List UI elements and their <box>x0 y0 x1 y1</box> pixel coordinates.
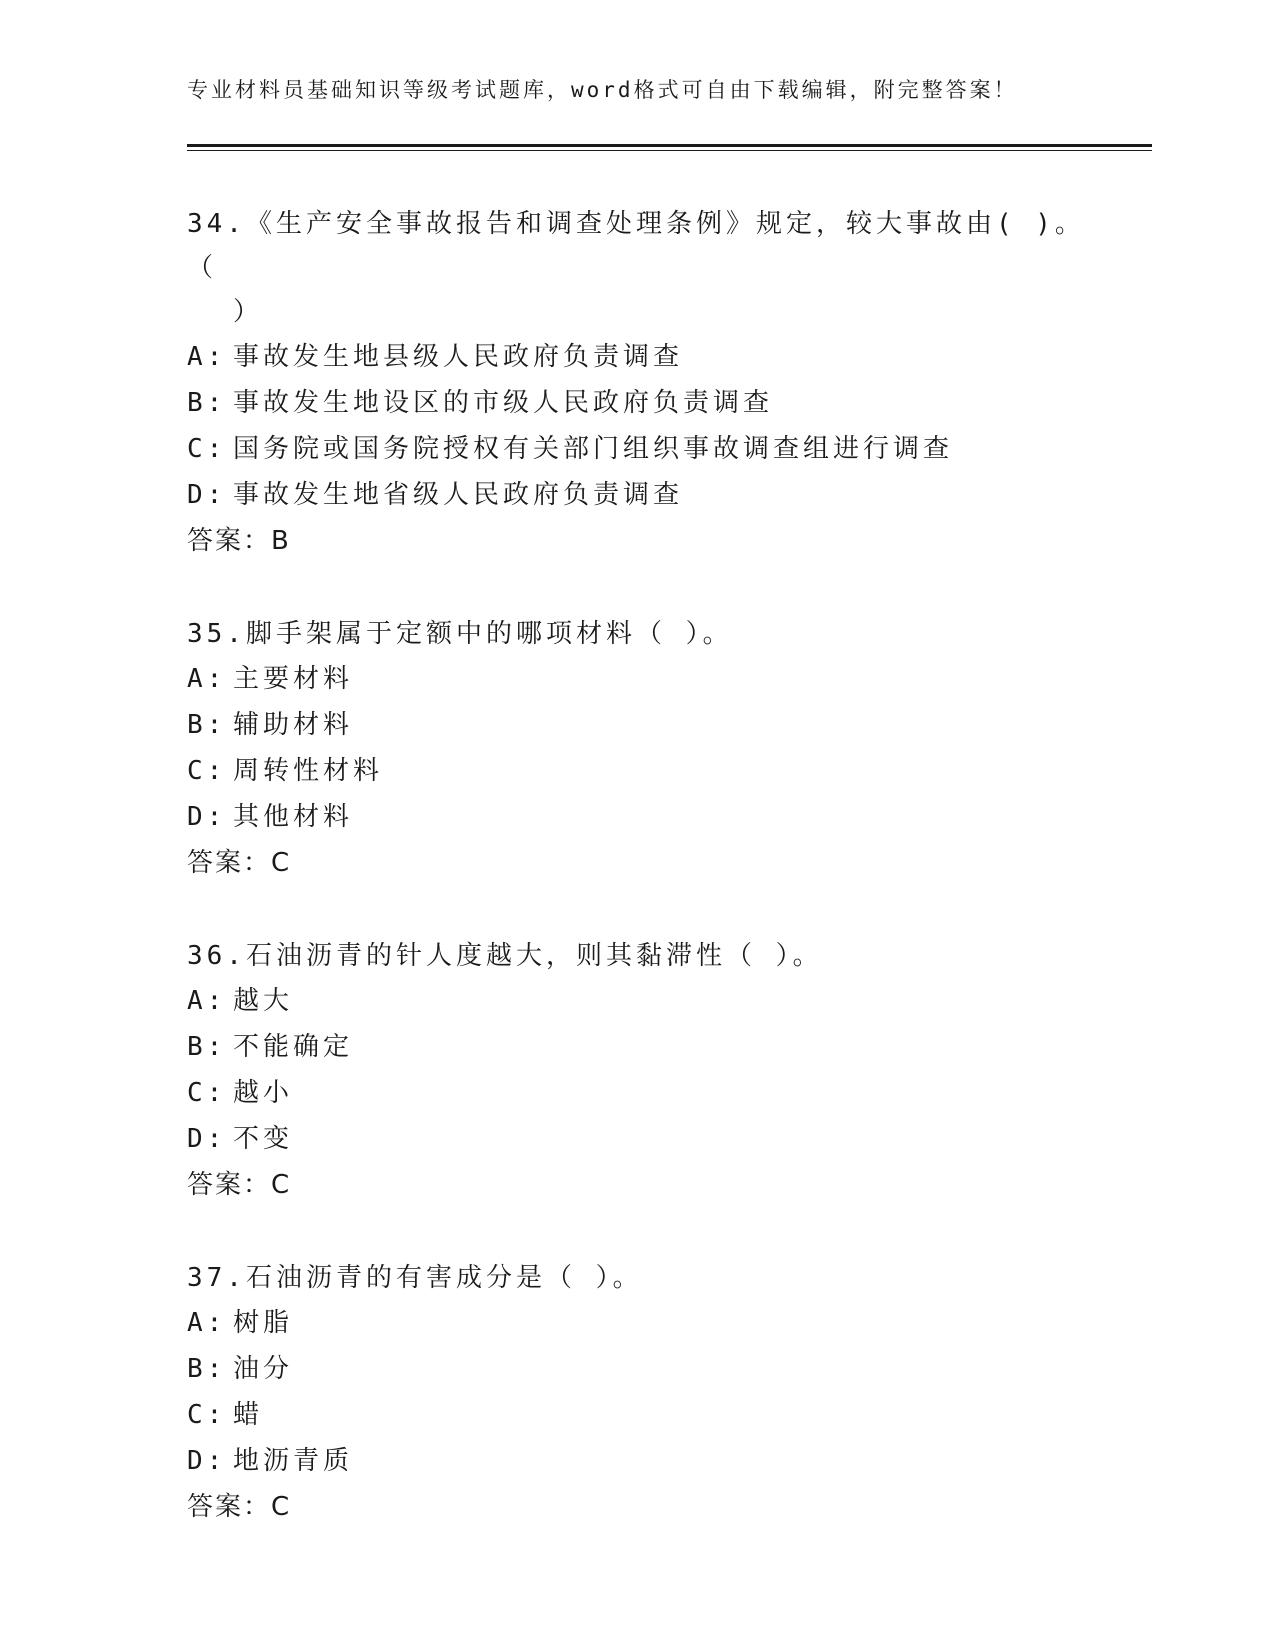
option-text: 不变 <box>233 1124 294 1154</box>
question-stem <box>187 202 1087 334</box>
option-b <box>187 1024 1087 1070</box>
answer: 答案：B <box>187 526 291 556</box>
option-b <box>187 702 1087 748</box>
answer: 答案：C <box>187 1170 292 1200</box>
option-letter: B: <box>187 710 227 740</box>
answer: 答案：C <box>187 1492 292 1522</box>
option-letter: D: <box>187 802 227 832</box>
option-text: 周转性材料 <box>233 756 384 786</box>
page-header: 专业材料员基础知识等级考试题库，word格式可自由下载编辑，附完整答案！ <box>187 78 1018 102</box>
option-letter: D: <box>187 1124 227 1154</box>
question-stem <box>187 1256 1087 1300</box>
option-a <box>187 1300 1087 1346</box>
option-text: 事故发生地县级人民政府负责调查 <box>233 342 684 372</box>
option-a <box>187 334 1087 380</box>
header-rule-thin <box>187 150 1152 151</box>
question-stem <box>187 934 1087 978</box>
option-d <box>187 1116 1087 1162</box>
question-list <box>187 202 1087 1578</box>
option-text: 越小 <box>233 1078 294 1108</box>
option-a <box>187 656 1087 702</box>
option-letter: A: <box>187 342 227 372</box>
option-d <box>187 1438 1087 1484</box>
option-text: 油分 <box>233 1354 294 1384</box>
question-34 <box>187 202 1087 564</box>
option-text: 事故发生地省级人民政府负责调查 <box>233 480 684 510</box>
option-d <box>187 794 1087 840</box>
option-text: 蜡 <box>233 1400 264 1430</box>
option-text: 辅助材料 <box>233 710 354 740</box>
question-36 <box>187 934 1087 1208</box>
option-c <box>187 748 1087 794</box>
option-text: 国务院或国务院授权有关部门组织事故调查组进行调查 <box>233 434 954 464</box>
option-letter: C: <box>187 434 227 464</box>
option-c <box>187 1392 1087 1438</box>
option-b <box>187 380 1087 426</box>
option-text: 树脂 <box>233 1308 294 1338</box>
option-letter: B: <box>187 1354 227 1384</box>
question-stem-line: 35.脚手架属于定额中的哪项材料（ ）。 <box>187 619 733 649</box>
question-stem-line: 34.《生产安全事故报告和调查处理条例》规定，较大事故由( )。（ <box>187 209 1085 283</box>
option-b <box>187 1346 1087 1392</box>
option-letter: C: <box>187 1400 227 1430</box>
question-stem-continuation: ） <box>233 297 264 327</box>
option-text: 地沥青质 <box>233 1446 354 1476</box>
option-letter: D: <box>187 1446 227 1476</box>
option-a <box>187 978 1087 1024</box>
option-letter: A: <box>187 986 227 1016</box>
option-letter: C: <box>187 1078 227 1108</box>
question-stem-line: 36.石油沥青的针人度越大，则其黏滞性（ ）。 <box>187 941 823 971</box>
option-letter: A: <box>187 1308 227 1338</box>
option-c <box>187 426 1087 472</box>
header-rule-thick <box>187 144 1152 147</box>
option-d <box>187 472 1087 518</box>
option-text: 事故发生地设区的市级人民政府负责调查 <box>233 388 774 418</box>
option-letter: A: <box>187 664 227 694</box>
option-letter: B: <box>187 1032 227 1062</box>
option-text: 越大 <box>233 986 294 1016</box>
option-c <box>187 1070 1087 1116</box>
option-text: 不能确定 <box>233 1032 354 1062</box>
question-stem <box>187 612 1087 656</box>
question-35 <box>187 612 1087 886</box>
option-text: 主要材料 <box>233 664 354 694</box>
question-37 <box>187 1256 1087 1530</box>
option-text: 其他材料 <box>233 802 354 832</box>
option-letter: B: <box>187 388 227 418</box>
question-stem-line: 37.石油沥青的有害成分是（ ）。 <box>187 1263 643 1293</box>
option-letter: D: <box>187 480 227 510</box>
option-letter: C: <box>187 756 227 786</box>
answer: 答案：C <box>187 848 292 878</box>
